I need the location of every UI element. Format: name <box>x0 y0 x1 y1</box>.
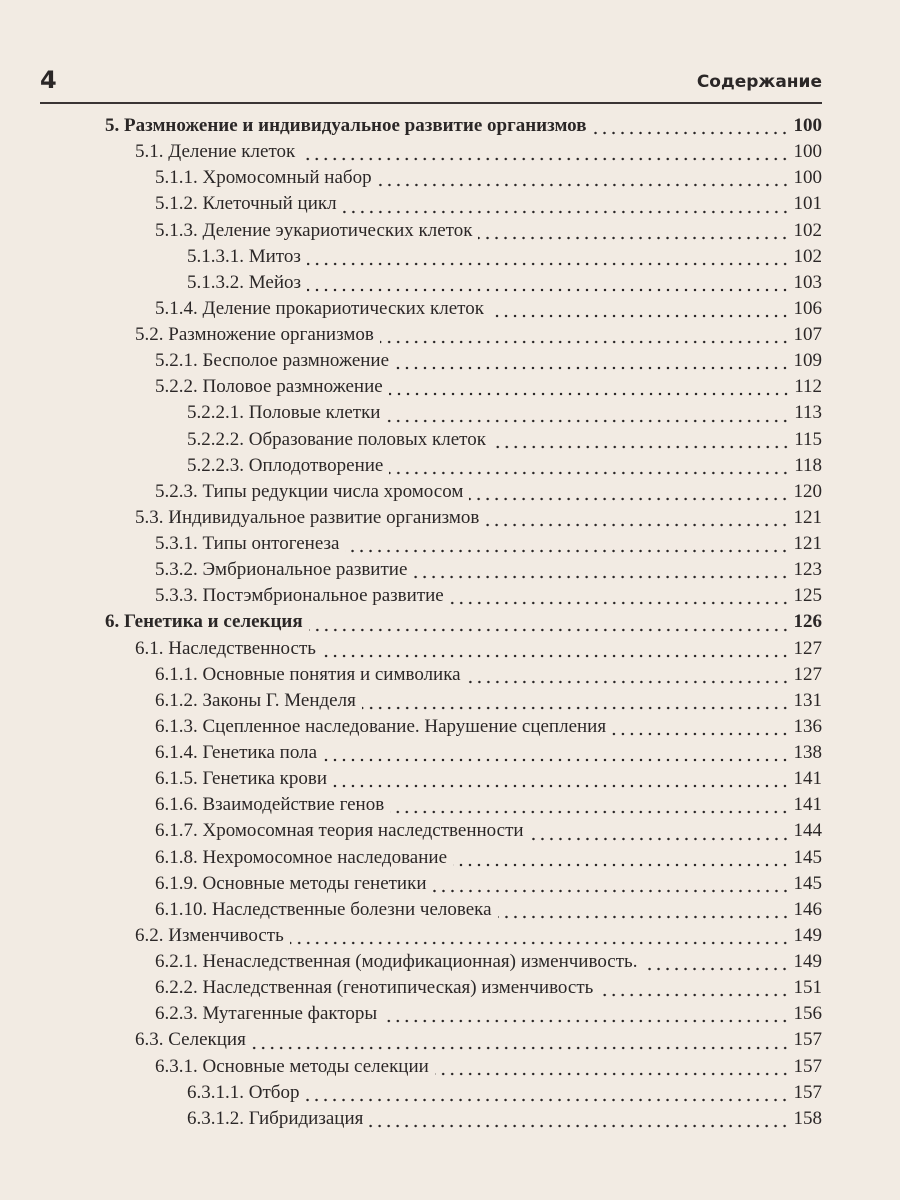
dot-leader <box>498 915 790 919</box>
toc-entry[interactable] <box>0 873 822 899</box>
dot-leader <box>369 1124 789 1128</box>
toc-entry[interactable] <box>0 977 822 1003</box>
toc-entry-label: 6.1.5. Генетика крови <box>155 768 328 790</box>
toc-entry-page: 158 <box>793 1107 822 1129</box>
toc-entry[interactable] <box>0 847 822 873</box>
dot-leader <box>433 889 790 893</box>
toc-entry-label: 6.1.6. Взаимодействие генов <box>155 794 385 816</box>
toc-entry-page: 157 <box>793 1081 822 1103</box>
toc-entry-label: 6.2.3. Мутагенные факторы <box>155 1003 378 1025</box>
toc-entry-page: 102 <box>793 245 822 267</box>
toc-entry-label: 6.1.10. Наследственные болезни человека <box>155 898 492 920</box>
toc-entry-label: 5. Размножение и индивидуальное развитие организмов <box>105 115 587 136</box>
dot-leader <box>643 967 789 971</box>
toc-entry-page: 100 <box>793 141 822 163</box>
toc-entry[interactable] <box>0 768 822 794</box>
dot-leader <box>307 262 790 266</box>
toc-entry-page: 121 <box>793 506 822 528</box>
toc-entry[interactable] <box>0 376 822 402</box>
header-rule <box>40 102 822 104</box>
toc-entry[interactable] <box>0 1108 822 1134</box>
dot-leader <box>530 837 790 841</box>
dot-leader <box>290 941 790 945</box>
toc-entry-page: 156 <box>793 1003 822 1025</box>
dot-leader <box>378 183 790 187</box>
toc-entry[interactable] <box>0 611 822 637</box>
dot-leader <box>478 236 789 240</box>
toc-entry[interactable] <box>0 350 822 376</box>
dot-leader <box>490 314 790 318</box>
toc-entry[interactable] <box>0 742 822 768</box>
toc-entry-label: 5.1.1. Хромосомный набор <box>155 167 372 189</box>
toc-entry-label: 6.1.3. Сцепленное наследование. Нарушение сцепления <box>155 715 607 737</box>
toc-entry-page: 126 <box>793 611 822 633</box>
toc-entry-label: 6.1. Наследственность <box>135 637 316 659</box>
dot-leader <box>305 1098 789 1102</box>
toc-entry[interactable] <box>0 716 822 742</box>
toc-entry-page: 141 <box>793 768 822 790</box>
page-number: 4 <box>40 66 57 94</box>
toc-entry-label: 6.1.4. Генетика пола <box>155 742 318 763</box>
toc-entry-page: 141 <box>793 794 822 816</box>
toc-entry-page: 109 <box>793 350 822 372</box>
toc-entry-page: 100 <box>793 167 822 189</box>
toc-entry-page: 103 <box>793 271 822 293</box>
toc-entry-page: 149 <box>793 924 822 946</box>
dot-leader <box>380 340 790 344</box>
toc-entry-label: 5.3.2. Эмбриональное развитие <box>155 559 408 581</box>
toc-entry-label: 5.1.3.2. Мейоз <box>187 271 301 293</box>
dot-leader <box>389 392 791 396</box>
toc-entry-page: 118 <box>794 454 822 476</box>
toc-entry[interactable] <box>0 925 822 951</box>
toc-entry-page: 136 <box>793 715 822 737</box>
toc-entry-page: 107 <box>793 324 822 345</box>
dot-leader <box>453 863 789 867</box>
toc-entry-page: 115 <box>794 428 822 450</box>
toc-entry-page: 101 <box>793 193 822 215</box>
toc-entry-label: 6.3.1.2. Гибридизация <box>187 1107 364 1129</box>
toc-entry[interactable] <box>0 455 822 481</box>
toc-entry-label: 6.2.2. Наследственная (генотипическая) изменчивость <box>155 977 594 999</box>
toc-entry[interactable] <box>0 533 822 559</box>
toc-entry-page: 145 <box>793 846 822 868</box>
toc-entry[interactable] <box>0 272 822 298</box>
toc-entry-page: 127 <box>793 663 822 685</box>
dot-leader <box>322 654 790 658</box>
dot-leader <box>252 1046 790 1050</box>
toc-entry[interactable] <box>0 690 822 716</box>
toc-entry-page: 106 <box>793 297 822 319</box>
toc-entry-label: 5.2.2. Половое размножение <box>155 376 383 398</box>
toc-entry-page: 157 <box>793 1055 822 1077</box>
dot-leader <box>435 1072 790 1076</box>
toc-entry-label: 6.1.9. Основные методы генетики <box>155 872 427 894</box>
dot-leader <box>413 575 789 579</box>
table-of-contents <box>0 115 822 1134</box>
dot-leader <box>383 1019 789 1023</box>
toc-entry-page: 120 <box>793 480 822 502</box>
dot-leader <box>395 366 789 370</box>
toc-entry-page: 127 <box>793 637 822 659</box>
toc-entry-label: 6.1.7. Хромосомная теория наследственности <box>155 820 524 842</box>
toc-entry-page: 145 <box>793 872 822 894</box>
dot-leader <box>599 993 789 997</box>
dot-leader <box>362 706 790 710</box>
dot-leader <box>386 419 790 423</box>
toc-entry-label: 5.2. Размножение организмов <box>135 324 374 345</box>
dot-leader <box>343 210 790 214</box>
toc-entry-label: 5.1.3.1. Митоз <box>187 245 301 267</box>
toc-entry-page: 113 <box>794 402 822 424</box>
toc-entry-label: 6.3. Селекция <box>135 1029 246 1051</box>
toc-entry-page: 112 <box>794 376 822 398</box>
toc-entry-page: 138 <box>793 742 822 763</box>
toc-entry[interactable] <box>0 638 822 664</box>
dot-leader <box>309 628 790 632</box>
toc-entry-label: 6.2.1. Ненаследственная (модификационная) изменчивость. <box>155 951 638 972</box>
toc-entry-page: 157 <box>793 1029 822 1051</box>
toc-entry[interactable] <box>0 220 822 246</box>
toc-entry[interactable] <box>0 951 822 977</box>
toc-entry-label: 5.3.3. Постэмбриональное развитие <box>155 585 444 607</box>
dot-leader <box>469 497 789 501</box>
dot-leader <box>345 549 789 553</box>
toc-entry-label: 5.2.2.3. Оплодотворение <box>187 454 384 476</box>
toc-entry[interactable] <box>0 193 822 219</box>
toc-entry-page: 123 <box>793 559 822 581</box>
toc-entry-label: 6. Генетика и селекция <box>105 611 303 633</box>
toc-entry-label: 6.1.8. Нехромосомное наследование <box>155 846 448 868</box>
toc-entry[interactable] <box>0 1029 822 1055</box>
toc-entry-label: 6.3.1.1. Отбор <box>187 1081 300 1103</box>
dot-leader <box>450 601 790 605</box>
toc-entry-label: 5.1.2. Клеточный цикл <box>155 193 337 215</box>
toc-entry-label: 5.3. Индивидуальное развитие организмов <box>135 506 480 528</box>
toc-entry[interactable] <box>0 1082 822 1108</box>
dot-leader <box>333 784 789 788</box>
toc-entry-label: 5.1.4. Деление прокариотических клеток <box>155 297 484 319</box>
dot-leader <box>492 445 790 449</box>
toc-entry-page: 131 <box>793 689 822 711</box>
toc-entry-label: 5.1.3. Деление эукариотических клеток <box>155 219 473 241</box>
toc-entry-label: 6.2. Изменчивость <box>135 924 284 946</box>
toc-entry[interactable] <box>0 1056 822 1082</box>
toc-entry[interactable] <box>0 167 822 193</box>
toc-entry-page: 146 <box>793 898 822 920</box>
toc-entry-page: 151 <box>793 977 822 999</box>
dot-leader <box>307 288 790 292</box>
toc-entry[interactable] <box>0 324 822 350</box>
dot-leader <box>612 732 789 736</box>
toc-entry-page: 144 <box>793 820 822 842</box>
toc-entry-label: 5.1. Деление клеток <box>135 141 296 163</box>
toc-entry[interactable] <box>0 481 822 507</box>
toc-entry-page: 149 <box>793 951 822 972</box>
toc-entry-page: 100 <box>793 115 822 136</box>
toc-entry[interactable] <box>0 664 822 690</box>
toc-entry-page: 102 <box>793 219 822 241</box>
toc-entry[interactable] <box>0 585 822 611</box>
toc-entry[interactable] <box>0 429 822 455</box>
dot-leader <box>389 471 790 475</box>
toc-entry-label: 6.3.1. Основные методы селекции <box>155 1055 429 1077</box>
toc-entry-page: 125 <box>793 585 822 607</box>
running-header-title: Содержание <box>696 72 822 92</box>
toc-entry-page: 121 <box>793 533 822 554</box>
toc-entry[interactable] <box>0 115 822 141</box>
dot-leader <box>485 523 789 527</box>
toc-entry-label: 5.2.3. Типы редукции числа хромосом <box>155 480 464 502</box>
toc-entry-label: 6.1.1. Основные понятия и символика <box>155 663 461 685</box>
toc-entry-label: 5.2.2.1. Половые клетки <box>187 402 381 424</box>
toc-entry[interactable] <box>0 298 822 324</box>
toc-entry[interactable] <box>0 794 822 820</box>
toc-entry[interactable] <box>0 1003 822 1029</box>
dot-leader <box>323 758 789 762</box>
toc-entry-label: 5.2.1. Бесполое размножение <box>155 350 390 372</box>
toc-entry-label: 5.3.1. Типы онтогенеза <box>155 533 340 554</box>
toc-entry[interactable] <box>0 899 822 925</box>
dot-leader <box>390 810 789 814</box>
toc-entry[interactable] <box>0 820 822 846</box>
toc-entry[interactable] <box>0 402 822 428</box>
toc-entry[interactable] <box>0 141 822 167</box>
dot-leader <box>592 131 789 135</box>
toc-entry-label: 5.2.2.2. Образование половых клеток <box>187 428 486 450</box>
toc-entry[interactable] <box>0 246 822 272</box>
toc-entry[interactable] <box>0 507 822 533</box>
toc-entry-label: 6.1.2. Законы Г. Менделя <box>155 689 356 711</box>
dot-leader <box>301 157 789 161</box>
dot-leader <box>467 680 790 684</box>
toc-entry[interactable] <box>0 559 822 585</box>
